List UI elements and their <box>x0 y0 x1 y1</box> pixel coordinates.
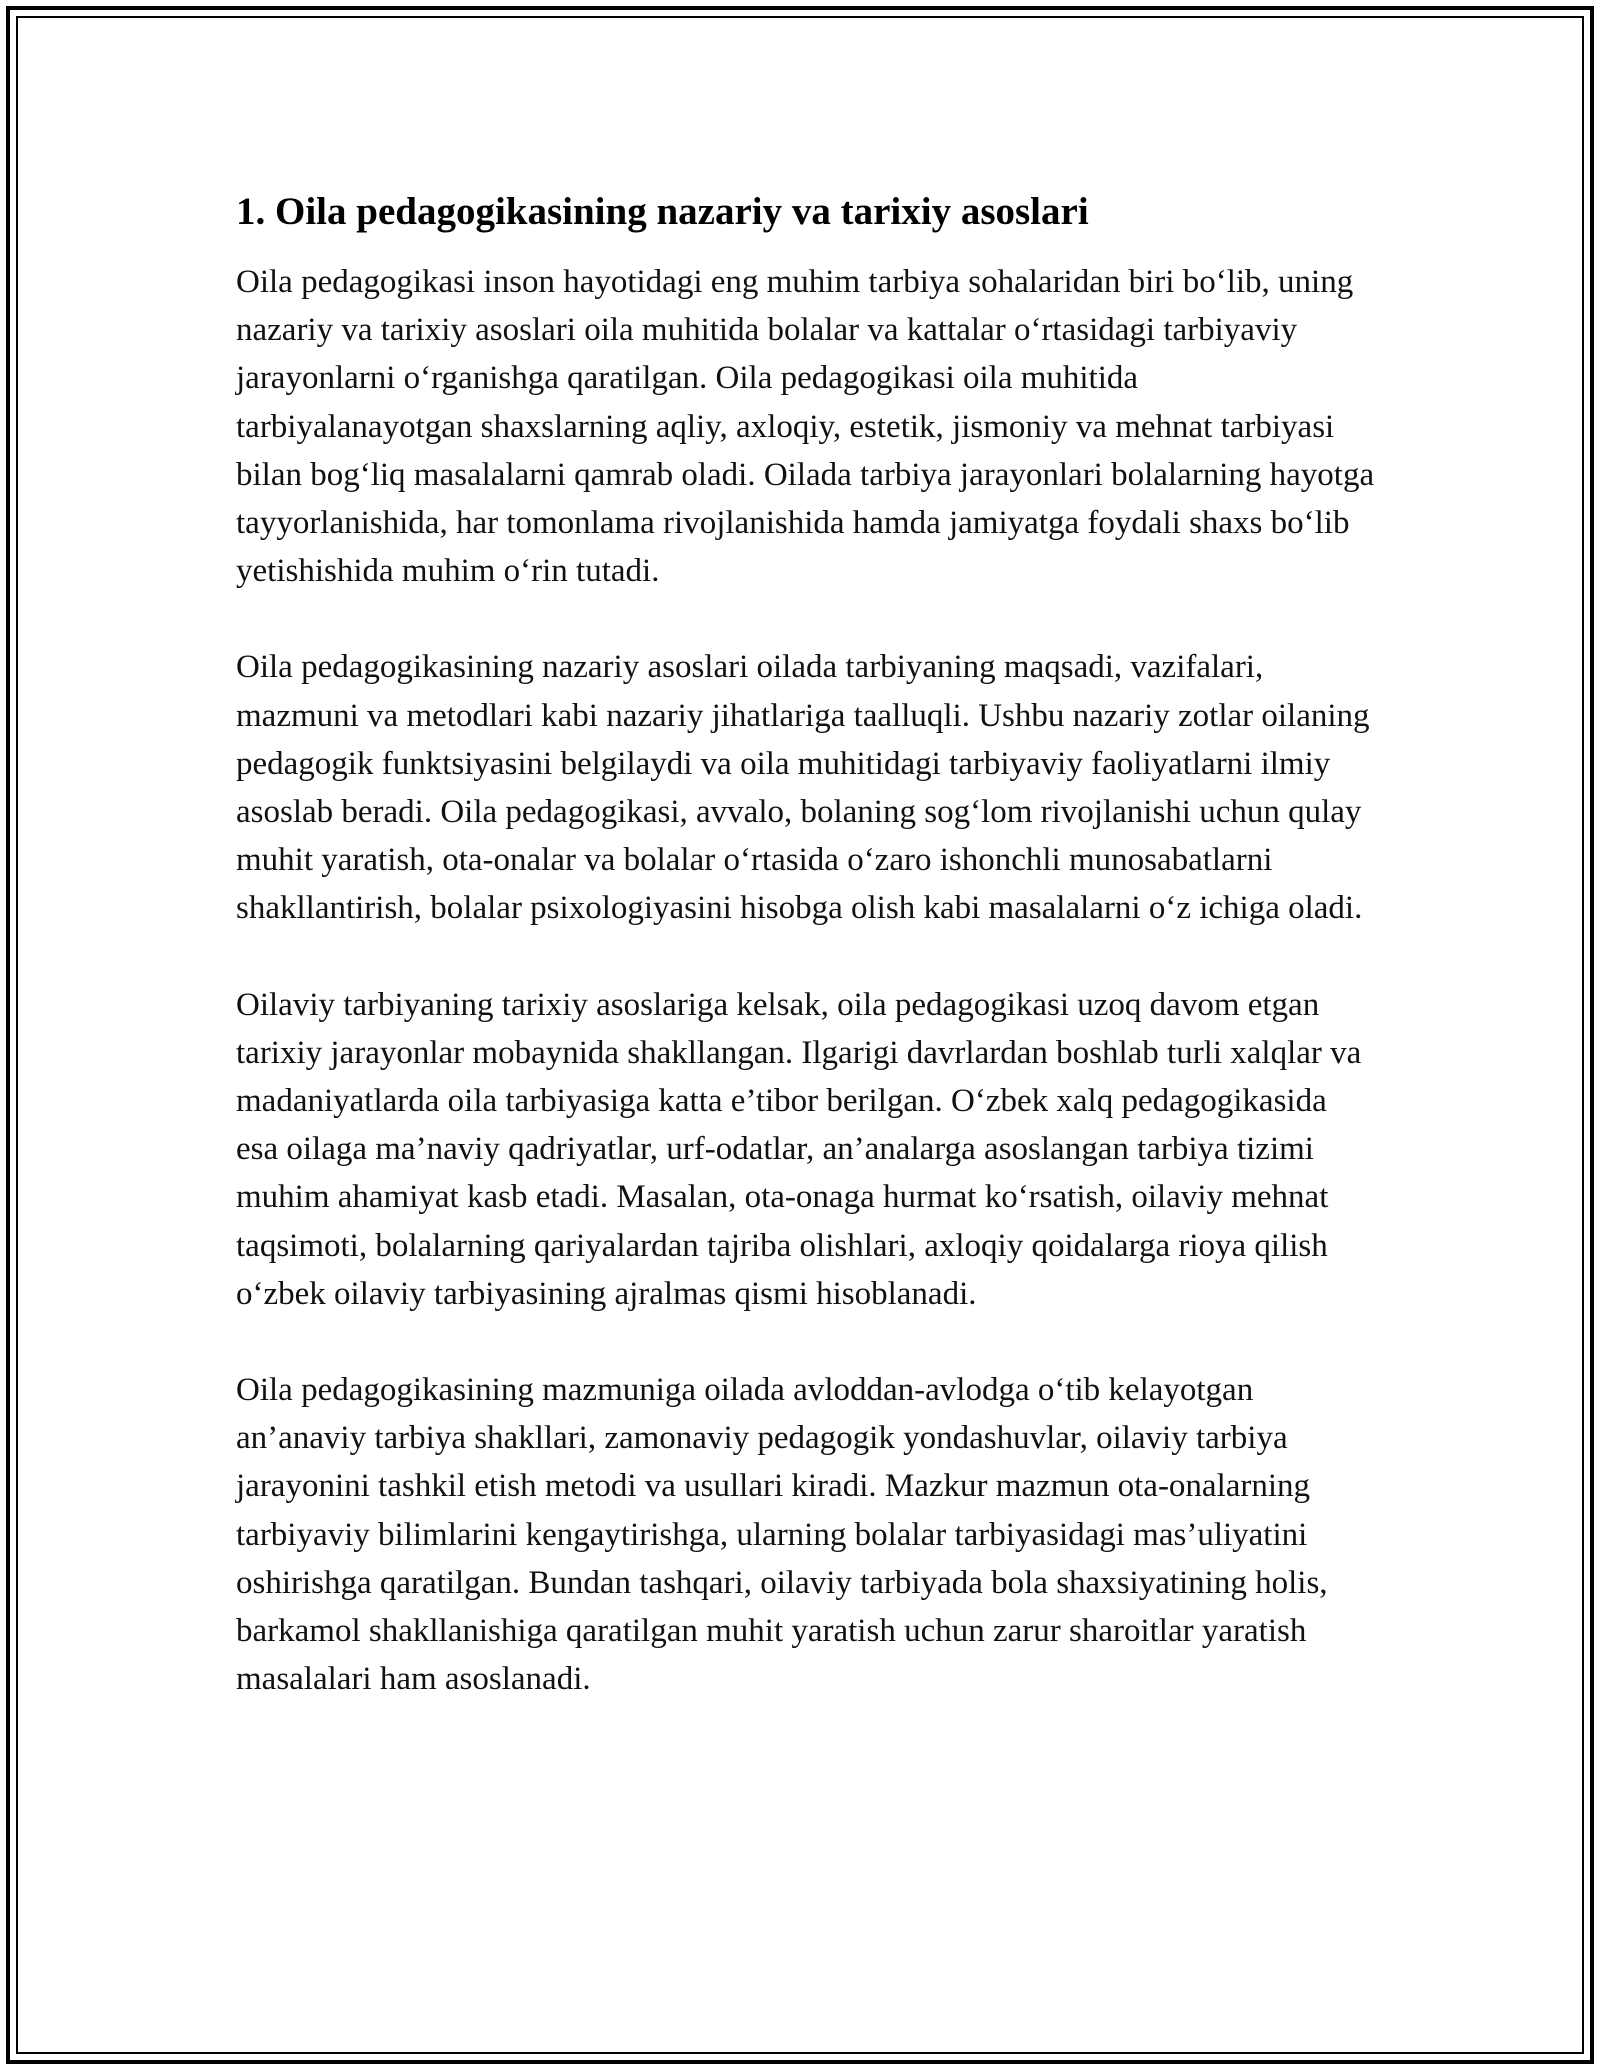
document-body <box>236 186 1376 1703</box>
paragraph-4: Oila pedagogikasining mazmuniga oilada avloddan-avlodga o‘tib kelayotgan an’anaviy tarbiya shakllari, zamonaviy pedagogik yondashuvlar, oilaviy tarbiya jarayonini tashkil etish metodi va usullari kiradi. Mazkur mazmun ota-onalarning tarbiyaviy bilimlarini kengaytirishga, ularning bolalar tarbiyasidagi mas’uliyatini oshirishga qaratilgan. Bundan tashqari, oilaviy tarbiyada bola shaxsiyatining holis, barkamol shakllanishiga qaratilgan muhit yaratish uchun zarur sharoitlar yaratish masalalari ham asoslanadi. <box>236 1372 1328 1698</box>
section-title: 1. Oila pedagogikasining nazariy va tarixiy asoslari <box>236 190 1089 233</box>
paragraph-1: Oila pedagogikasi inson hayotidagi eng muhim tarbiya sohalaridan biri bo‘lib, uning nazariy va tarixiy asoslari oila muhitida bolalar va kattalar o‘rtasidagi tarbiyaviy jarayonlarni o‘rganishga qaratilgan. Oila pedagogikasi oila muhitida tarbiyalanayotgan shaxslarning aqliy, axloqiy, estetik, jismoniy va mehnat tarbiyasi bilan bog‘liq masalalarni qamrab oladi. Oilada tarbiya jarayonlari bolalarning hayotga tayyorlanishida, har tomonlama rivojlanishida hamda jamiyatga foydali shaxs bo‘lib yetishishida muhim o‘rin tutadi. <box>236 264 1375 590</box>
paragraph-2: Oila pedagogikasining nazariy asoslari oilada tarbiyaning maqsadi, vazifalari, mazmuni va metodlari kabi nazariy jihatlariga taalluqli. Ushbu nazariy zotlar oilaning pedagogik funktsiyasini belgilaydi va oila muhitidagi tarbiyaviy faoliyatlarni ilmiy asoslab beradi. Oila pedagogikasi, avvalo, bolaning sog‘lom rivojlanishi uchun qulay muhit yaratish, ota-onalar va bolalar o‘rtasida o‘zaro ishonchli munosabatlarni shakllantirish, bolalar psixologiyasini hisobga olish kabi masalalarni o‘z ichiga oladi. <box>236 649 1370 927</box>
paragraph-3: Oilaviy tarbiyaning tarixiy asoslariga kelsak, oila pedagogikasi uzoq davom etgan tarixiy jarayonlar mobaynida shakllangan. Ilgarigi davrlardan boshlab turli xalqlar va madaniyatlarda oila tarbiyasiga katta e’tibor berilgan. O‘zbek xalq pedagogikasida esa oilaga ma’naviy qadriyatlar, urf-odatlar, an’analarga asoslangan tarbiya tizimi muhim ahamiyat kasb etadi. Masalan, ota-onaga hurmat ko‘rsatish, oilaviy mehnat taqsimoti, bolalarning qariyalardan tajriba olishlari, axloqiy qoidalarga rioya qilish o‘zbek oilaviy tarbiyasining ajralmas qismi hisoblanadi. <box>236 986 1362 1312</box>
